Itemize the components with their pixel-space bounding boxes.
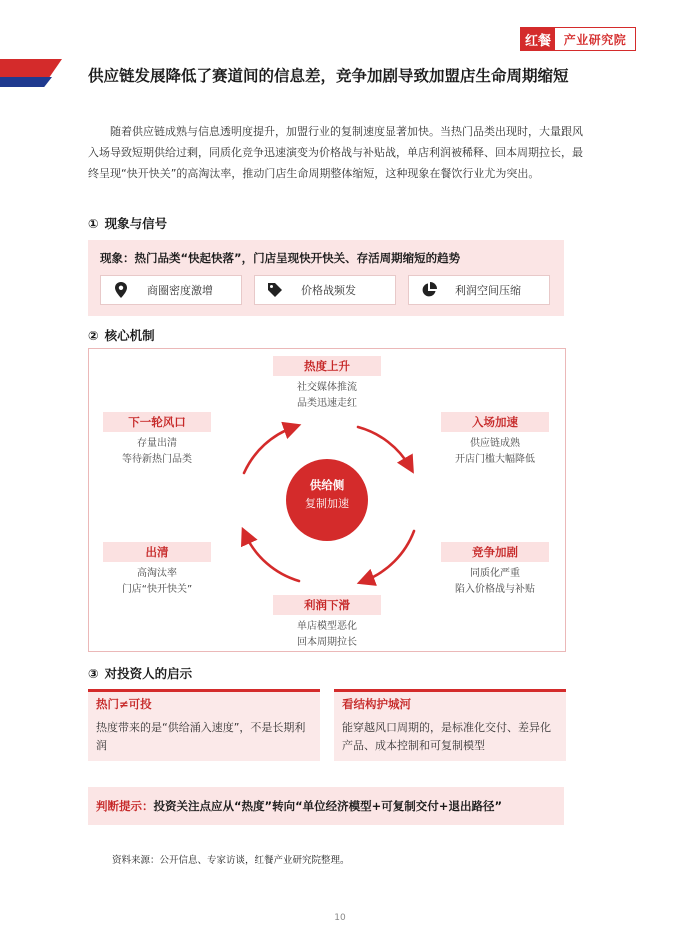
phenomenon-box: [88, 240, 564, 316]
cycle-arrow: [364, 531, 414, 581]
title-band-blue: [0, 77, 52, 87]
phenomenon-item: 价格战频发: [254, 275, 396, 305]
page-number: 10: [334, 913, 346, 923]
phenomenon-items: [100, 275, 550, 305]
cycle-node-entry-speedup: 入场加速 供应链成熟 开店门槛大幅降低: [430, 411, 560, 468]
section-heading-implications: ③ 对投资人的启示: [88, 666, 193, 681]
page-title: 供应链发展降低了赛道间的信息差，竞争加剧导致加盟店生命周期缩短: [88, 67, 569, 85]
brand-mark: 红餐: [521, 28, 555, 50]
mechanism-cycle-diagram: [88, 348, 566, 652]
pie-chart-icon: [409, 282, 449, 298]
cycle-arrow: [358, 427, 410, 467]
phenomenon-item: 利润空间压缩: [408, 275, 550, 305]
phenomenon-item: 商圈密度激增: [100, 275, 242, 305]
cycle-arrow: [244, 427, 294, 473]
cycle-node-heat-rise: 热度上升 社交媒体推流 品类迅速走红: [262, 355, 392, 412]
cycle-node-competition: 竞争加剧 同质化严重 陷入价格战与补贴: [430, 541, 560, 598]
section-heading-phenomenon: ① 现象与信号: [88, 216, 168, 231]
judgment-tip: 判断提示： 投资关注点应从“热度”转向“单位经济模型+可复制交付+退出路径”: [88, 787, 564, 825]
cycle-node-clearance: 出清 高淘汰率 门店“快开快关”: [92, 541, 222, 598]
cycle-arrow: [245, 534, 299, 581]
source-note: 资料来源：公开信息、专家访谈，红餐产业研究院整理。: [112, 855, 350, 866]
phenomenon-text: 现象：热门品类“快起快落”，门店呈现快开快关、存活周期缩短的趋势: [100, 251, 461, 265]
section-heading-mechanism: ② 核心机制: [88, 328, 155, 343]
brand-name: 产业研究院: [563, 32, 627, 47]
brand-logo: [520, 27, 636, 51]
intro-paragraph: 随着供应链成熟与信息透明度提升，加盟行业的复制速度显著加快。当热门品类出现时，大量跟风入场导致短期供给过剩，同质化竞争迅速演变为价格战与补贴战，单店利润被稀释、回本周期拉长，最终呈现“快开快关”的高淘汰率，推动门店生命周期整体缩短，这种现象在餐饮行业尤为突出。: [88, 125, 583, 180]
cycle-node-next-wave: 下一轮风口 存量出清 等待新热门品类: [92, 411, 222, 468]
implication-card-hot-not-investable: 热门≠可投 热度带来的是“供给涌入速度”，不是长期利润: [88, 689, 320, 761]
location-pin-icon: [101, 282, 141, 298]
cycle-node-profit-decline: 利润下滑 单店模型恶化 回本周期拉长: [262, 594, 392, 651]
price-tag-icon: [255, 282, 295, 298]
center-label: 供给侧 复制加速: [305, 478, 349, 510]
title-band-red: [0, 59, 62, 77]
implication-card-structural-moat: 看结构护城河 能穿越风口周期的，是标准化交付、差异化产品、成本控制和可复制模型: [334, 689, 566, 761]
